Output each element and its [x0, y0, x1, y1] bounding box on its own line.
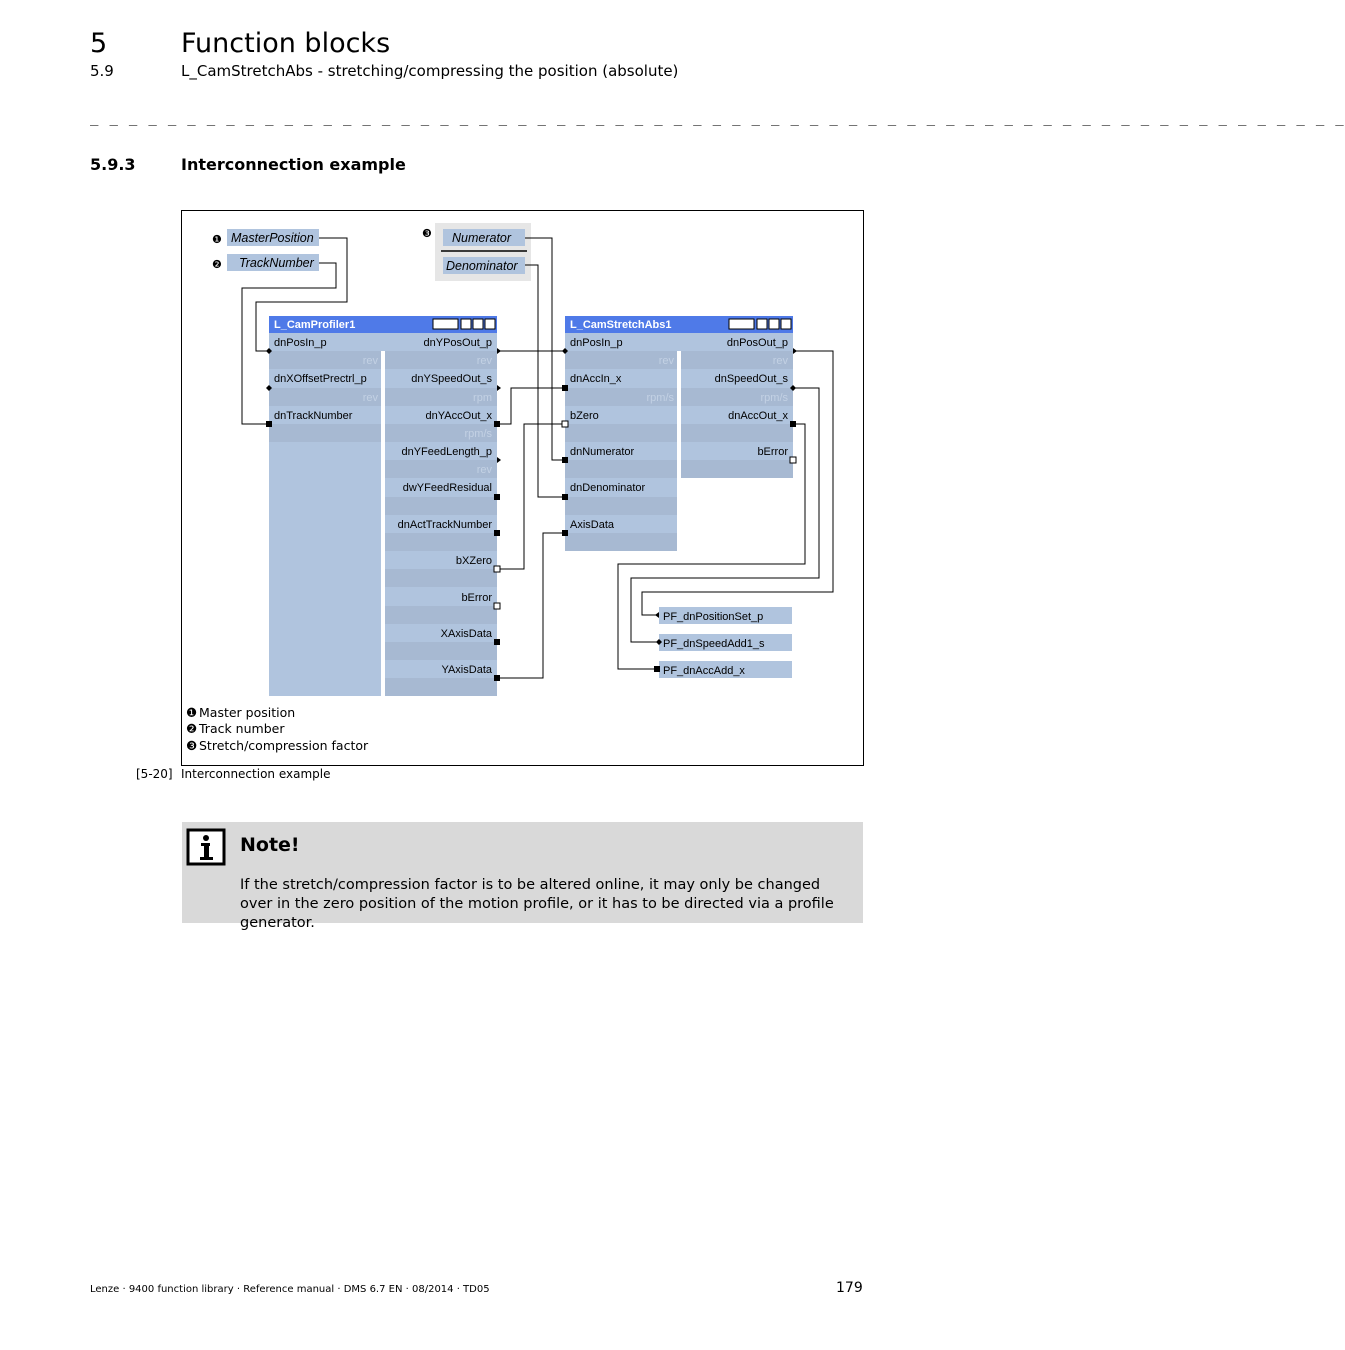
- track-number-label: TrackNumber: [239, 256, 314, 270]
- chapter-title: Function blocks: [181, 28, 391, 59]
- legend-marker-3: ❸: [186, 738, 198, 753]
- header-separator: _ _ _ _ _ _ _ _ _ _ _ _ _ _ _ _ _ _ _ _ _ _ _ _ _ _ _ _ _ _ _ _ _ _ _ _ _ _ _ _ _ _ _ _ _ _ _ _ _ _ _ _ _ _ _ _ _ _ _ _ _ _ _ _ _: [90, 110, 1345, 126]
- section-number: 5.9: [90, 62, 114, 80]
- master-position-label: MasterPosition: [231, 231, 314, 245]
- stretch-in-5: AxisData: [570, 519, 615, 531]
- profiler-out-3: dnYFeedLength_p: [401, 446, 492, 458]
- chapter-number: 5: [90, 28, 108, 59]
- legend-marker-2: ❷: [186, 721, 198, 736]
- port-speed-add-label: PF_dnSpeedAdd1_s: [663, 638, 765, 650]
- section-title: L_CamStretchAbs - stretching/compressing the position (absolute): [181, 62, 679, 80]
- profiler-out-unit-1: rpm: [473, 392, 492, 404]
- profiler-help-icon: [461, 319, 471, 329]
- note-body: If the stretch/compression factor is to be altered online, it may only be changed over in the zero position of the motion profile, or it has to be directed via a profile generator.: [240, 877, 834, 931]
- stretch-window-icon: [729, 319, 754, 329]
- marker-master: ❶: [212, 234, 222, 246]
- profiler-in-2: dnTrackNumber: [274, 410, 353, 422]
- profiler-out-2: dnYAccOut_x: [425, 410, 492, 422]
- stretch-title: L_CamStretchAbs1: [570, 319, 672, 331]
- profiler-title: L_CamProfiler1: [274, 319, 356, 331]
- profiler-out-unit-3: rev: [476, 464, 492, 476]
- legend-text-1: Master position: [199, 705, 296, 720]
- figure-caption-title: Interconnection example: [181, 767, 331, 781]
- denominator-label: Denominator: [446, 259, 518, 273]
- profiler-out-1: dnYSpeedOut_s: [411, 373, 492, 385]
- profiler-info-icon: [485, 319, 495, 329]
- info-icon: [186, 828, 228, 870]
- profiler-out-6: bXZero: [455, 555, 492, 567]
- stretch-params-icon: [769, 319, 779, 329]
- numerator-label: Numerator: [452, 231, 512, 245]
- stretch-in-unit-1: rpm/s: [646, 392, 674, 404]
- stretch-in-0: dnPosIn_p: [570, 337, 623, 349]
- stretch-out-unit-1: rpm/s: [760, 392, 788, 404]
- legend-text-2: Track number: [199, 721, 285, 736]
- stretch-out-0: dnPosOut_p: [726, 337, 788, 349]
- port-position-set-label: PF_dnPositionSet_p: [663, 611, 764, 623]
- profiler-out-7: bError: [461, 592, 492, 604]
- stretch-info-icon: [781, 319, 791, 329]
- profiler-in-unit-1: rev: [362, 392, 378, 404]
- interconnection-diagram: [182, 211, 863, 765]
- figure-caption-number: [5-20]: [136, 767, 173, 781]
- legend-text-3: Stretch/compression factor: [199, 738, 369, 753]
- note-title: Note!: [240, 834, 300, 856]
- stretch-out-3: bError: [757, 446, 788, 458]
- marker-track: ❷: [212, 259, 222, 271]
- stretch-in-2: bZero: [570, 410, 599, 422]
- profiler-in-unit-0: rev: [362, 355, 378, 367]
- marker-factor: ❸: [422, 228, 432, 240]
- subsection-number: 5.9.3: [90, 155, 136, 174]
- profiler-params-icon: [473, 319, 483, 329]
- legend-marker-1: ❶: [186, 705, 198, 720]
- stretch-out-unit-0: rev: [772, 355, 788, 367]
- note-box: [182, 822, 863, 931]
- profiler-out-unit-0: rev: [476, 355, 492, 367]
- profiler-window-icon: [433, 319, 458, 329]
- stretch-in-1: dnAccIn_x: [570, 373, 622, 385]
- stretch-out-1: dnSpeedOut_s: [714, 373, 788, 385]
- stretch-in-4: dnDenominator: [570, 482, 646, 494]
- profiler-out-0: dnYPosOut_p: [423, 337, 492, 349]
- profiler-out-unit-2: rpm/s: [464, 428, 492, 440]
- profiler-out-4: dwYFeedResidual: [402, 482, 492, 494]
- stretch-in-unit-0: rev: [658, 355, 674, 367]
- profiler-out-9: YAxisData: [441, 664, 492, 676]
- profiler-out-5: dnActTrackNumber: [397, 519, 492, 531]
- stretch-help-icon: [757, 319, 767, 329]
- profiler-out-8: XAxisData: [440, 628, 492, 640]
- page-number: 179: [836, 1280, 863, 1296]
- footer-text: Lenze · 9400 function library · Reference manual · DMS 6.7 EN · 08/2014 · TD05: [90, 1284, 490, 1295]
- subsection-title: Interconnection example: [181, 155, 406, 174]
- profiler-in-0: dnPosIn_p: [274, 337, 327, 349]
- port-acc-add-label: PF_dnAccAdd_x: [663, 665, 745, 677]
- stretch-in-3: dnNumerator: [570, 446, 635, 458]
- stretch-out-2: dnAccOut_x: [728, 410, 788, 422]
- interconnection-figure: [181, 210, 864, 766]
- profiler-in-1: dnXOffsetPrectrl_p: [274, 373, 367, 385]
